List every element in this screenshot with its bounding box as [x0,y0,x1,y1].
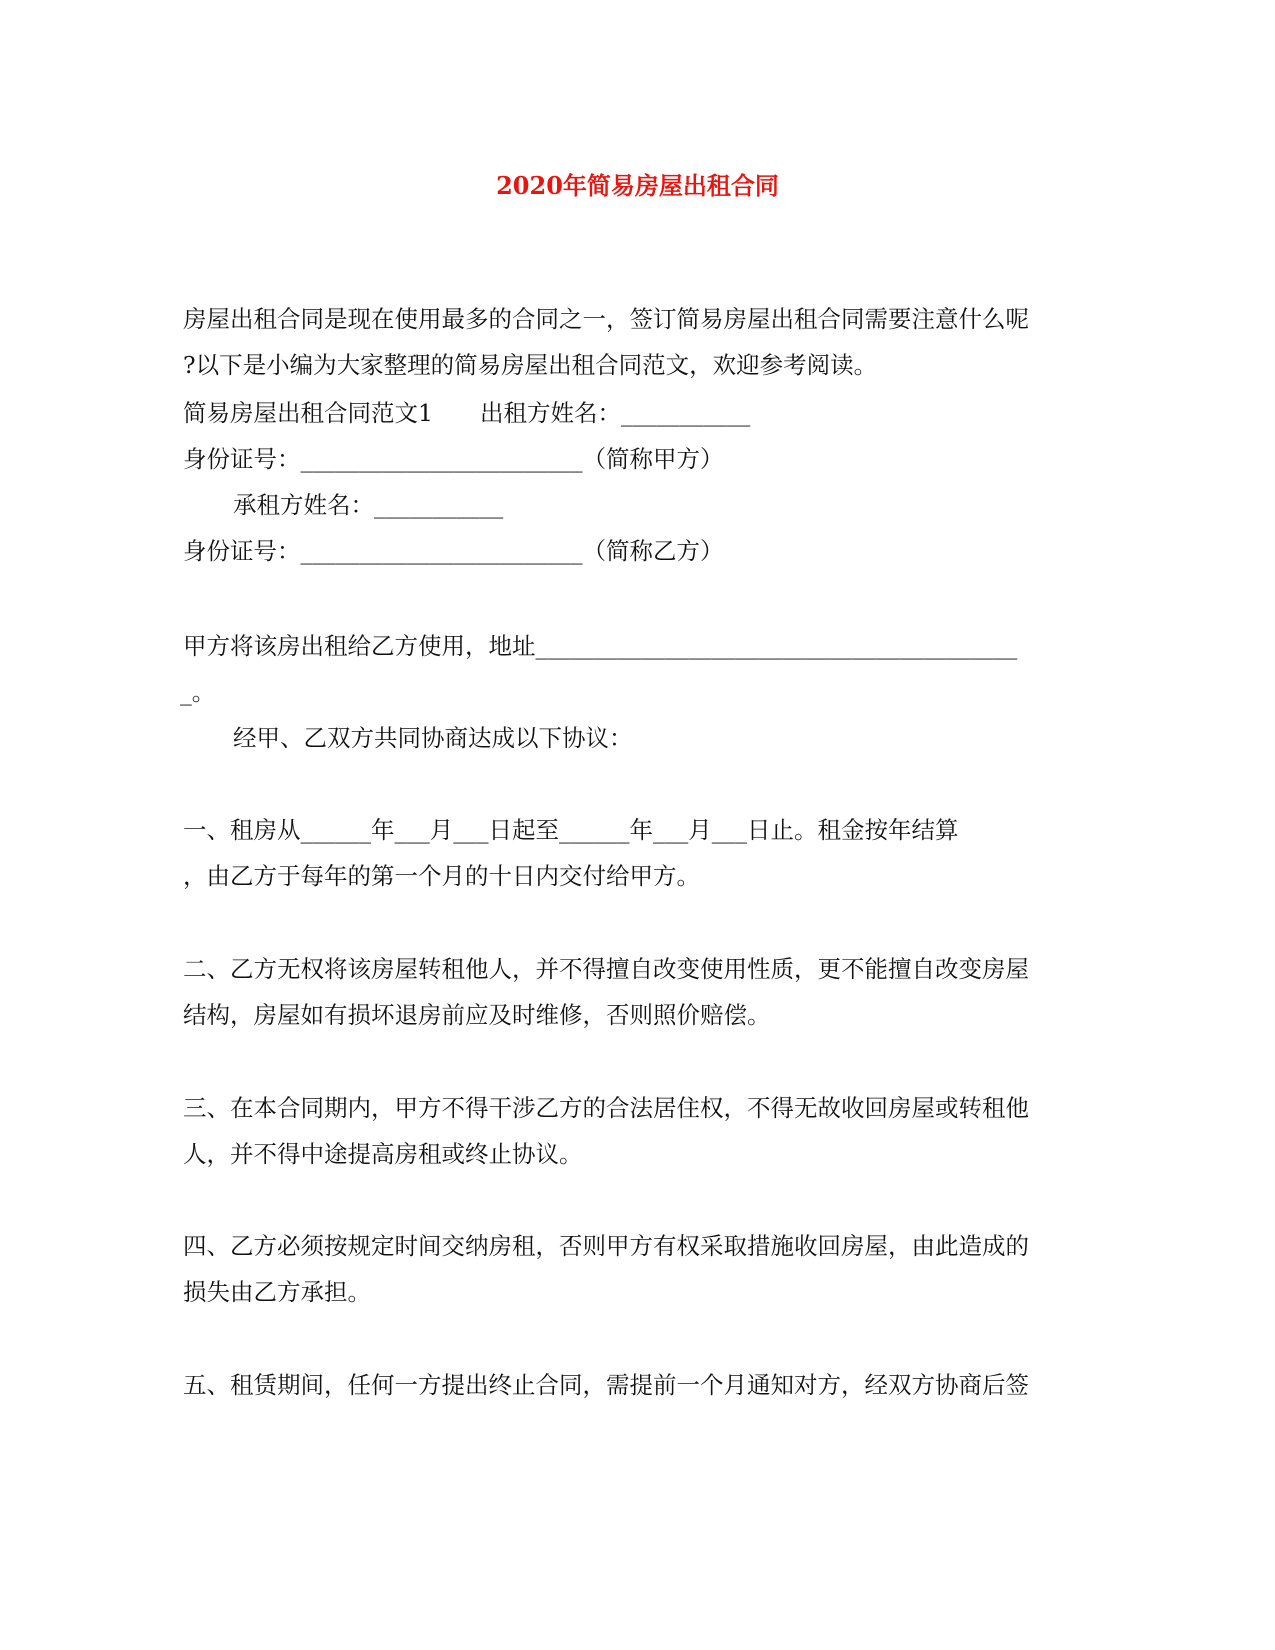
clause-line: 损失由乙方承担。 [183,1278,371,1306]
document-title: 2020年简易房屋出租合同 [496,171,779,200]
paragraph-line: 简易房屋出租合同范文1 出租方姓名：___________ [183,399,751,427]
paragraph-line: 经甲、乙双方共同协商达成以下协议： [233,724,633,752]
clause-line: 一、租房从______年___月___日起至______年___月___日止。租金按年结算 [183,816,959,844]
clause-line: ，由乙方于每年的第一个月的十日内交付给甲方。 [183,862,700,890]
clause-line: 人，并不得中途提高房租或终止协议。 [183,1140,583,1168]
paragraph-line: 身份证号：________________________（简称乙方） [183,537,724,565]
paragraph-line: _。 [180,678,216,706]
paragraph-line: 房屋出租合同是现在使用最多的合同之一，签订简易房屋出租合同需要注意什么呢 [183,305,1029,333]
paragraph-line: 甲方将该房出租给乙方使用，地址_________________________________________ [183,632,1018,660]
paragraph-line: 承租方姓名：___________ [233,491,504,519]
clause-line: 结构，房屋如有损坏退房前应及时维修，否则照价赔偿。 [183,1001,771,1029]
paragraph-line: 身份证号：________________________（简称甲方） [183,445,724,473]
clause-line: 四、乙方必须按规定时间交纳房租，否则甲方有权采取措施收回房屋，由此造成的 [183,1232,1029,1260]
clause-line: 五、租赁期间，任何一方提出终止合同，需提前一个月通知对方，经双方协商后签 [183,1371,1029,1399]
clause-line: 三、在本合同期内，甲方不得干涉乙方的合法居住权，不得无故收回房屋或转租他 [183,1094,1029,1122]
clause-line: 二、乙方无权将该房屋转租他人，并不得擅自改变使用性质，更不能擅自改变房屋 [183,955,1029,983]
paragraph-line: ?以下是小编为大家整理的简易房屋出租合同范文，欢迎参考阅读。 [183,351,878,379]
